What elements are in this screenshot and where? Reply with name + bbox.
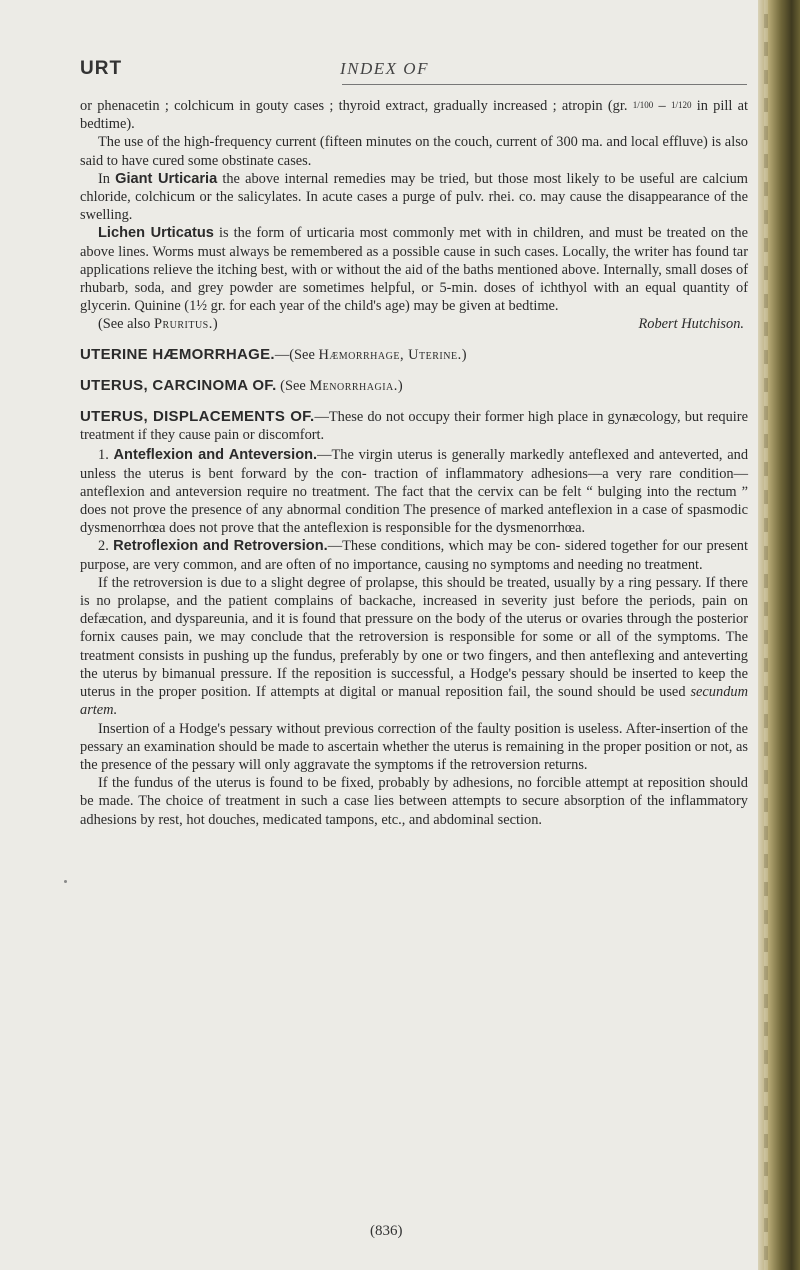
- running-head-section: URT: [80, 58, 123, 79]
- header-rule: [342, 84, 747, 85]
- entry-heading: UTERUS, DISPLACEMENTS OF.: [80, 408, 315, 426]
- subheading-giant-urticaria: Giant Urticaria: [115, 170, 218, 187]
- page-body: [80, 96, 748, 829]
- paragraph-retroversion-treatment: If the retroversion is due to a slight degree of prolapse, this should be treated, usually by a ring pessary. If there is no prolapse, and the patient complains of backache, increased in severity just before the periods, pain on defæcation, and dyspareunia, and it is found that pressure on the body of the uterus or ovaries through the posterior fornix causes pain, we may conclude that the retroversion is responsible for some or all of the symptoms. The treatment consists in pushing up the fundus, preferably by one or two fingers, and then anteflexing and anteverting the uterus by bimanual pressure. If the reposition is successful, a Hodge's pessary should be inserted to keep the uterus in the proper position. If attempts at digital or manual reposition fail, the sound should be used secundum artem.: [80, 574, 748, 719]
- fraction: 1/100: [632, 100, 654, 110]
- running-head-title: INDEX OF: [340, 59, 429, 78]
- paragraph-hodge-pessary: Insertion of a Hodge's pessary without previous correction of the faulty position is useless. After-insertion of the pessary an examination should be made to ascertain whether the uterus is remaining in the proper position or not, as the presence of the pessary will only aggravate the symptoms if the retroversion returns.: [80, 720, 748, 773]
- cross-reference: Hæmorrhage, Uterine.: [318, 346, 462, 363]
- cross-reference: Pruritus.: [153, 316, 213, 333]
- see-also-line: (See also Pruritus.) Robert Hutchison.: [98, 316, 744, 333]
- paragraph-continuation: or phenacetin ; colchicum in gouty cases ; thyroid extract, gradually increased ; atropin (gr. 1/100 – 1/120 in pill at bedtime).: [80, 98, 748, 133]
- fraction: 1/120: [670, 100, 692, 110]
- entry-heading: UTERUS, CARCINOMA OF.: [80, 376, 277, 394]
- entry-uterine-haemorrhage: UTERINE HÆMORRHAGE.—(See Hæmorrhage, Uterine.): [80, 345, 467, 363]
- paragraph-fixed-fundus: If the fundus of the uterus is found to be fixed, probably by adhesions, no forcible attempt at reposition should be made. The choice of treatment in such a case lies between attempts to secure absorption of the inflammatory adhesions by rest, hot douches, medicated tampons, etc., and abdominal section.: [80, 775, 748, 828]
- subheading-lichen-urticatus: Lichen Urticatus: [98, 225, 214, 242]
- paragraph-lichen-urticatus: Lichen Urticatus is the form of urticaria most commonly met with in children, and must be treated on the above lines. Worms must always be remembered as a possible cause in such cases. Locally, the writer has found tar applications relieve the itching best, with or without the aid of the baths mentioned above. Internally, small doses of rhubarb, soda, and grey powder are sometimes helpful, or 5-min. doses of ichthyol with an equal quantity of glycerin. Quinine (1½ gr. for each year of the child's age) may be given at bedtime.: [80, 225, 748, 315]
- author-signature: Robert Hutchison.: [638, 316, 744, 333]
- latin-phrase: secundum artem.: [80, 684, 748, 719]
- page-edge-binding: [758, 0, 800, 1270]
- entry-uterus-carcinoma: UTERUS, CARCINOMA OF. (See Menorrhagia.): [80, 376, 403, 394]
- cross-reference: Menorrhagia.: [309, 377, 398, 394]
- subheading-retroflexion: Retroflexion and Retroversion.: [113, 538, 328, 555]
- section-retroflexion: 2. Retroflexion and Retroversion.—These conditions, which may be con- sidered together for our present purpose, are very common, and are often of no importance, causing no symptoms and needing no treatment.: [80, 538, 748, 573]
- subheading-anteflexion: Anteflexion and Anteversion.: [113, 447, 318, 464]
- paper-speck: [64, 880, 67, 883]
- entry-heading: UTERINE HÆMORRHAGE.: [80, 345, 275, 363]
- paragraph-high-frequency: The use of the high-frequency current (fifteen minutes on the couch, current of 300 ma. and local effluve) is also said to have cured some obstinate cases.: [80, 134, 748, 169]
- running-head: [80, 58, 750, 80]
- paragraph-giant-urticaria: In Giant Urticaria the above internal remedies may be tried, but those most likely to be useful are calcium chloride, colchicum or the salicylates. In acute cases a purge of pulv. rhei. co. may cause the disappearance of the swelling.: [80, 170, 748, 224]
- page-number: (836): [370, 1223, 403, 1239]
- section-anteflexion: 1. Anteflexion and Anteversion.—The virgin uterus is generally markedly anteflexed and anteverted, and unless the uterus is bent forward by the con- traction of inflammatory adhesions—a very rare condition—anteflexion and anteversion require no treatment. The fact that the cervix can be felt “ bulging into the rectum ” does not prove the presence of any abnormal condition The presence of marked anteflexion in a case of spasmodic dysmenorrhœa does not prove that the anteflexion is responsible for the dysmenorrhœa.: [80, 447, 749, 537]
- entry-uterus-displacements: UTERUS, DISPLACEMENTS OF.—These do not occupy their former high place in gynæcology, but require treatment if they cause pain or discomfort.: [80, 408, 748, 444]
